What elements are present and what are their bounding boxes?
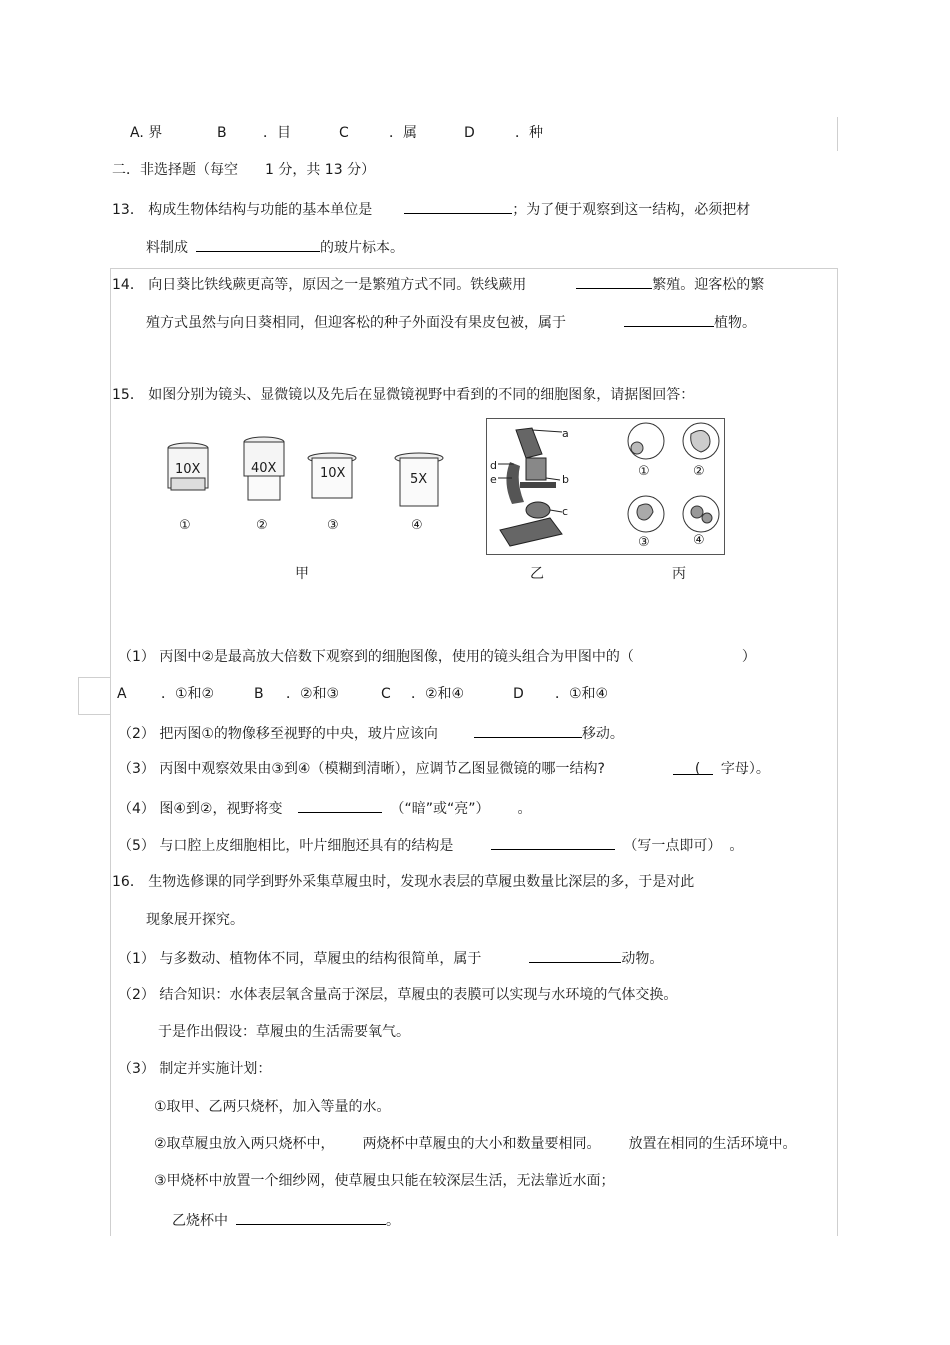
q16-stem-2: 现象展开探究。 <box>146 912 244 928</box>
q15-s3 <box>118 759 770 779</box>
cell-1-num: ① <box>638 464 650 479</box>
cell-1-icon <box>628 423 664 459</box>
q16-s1-text: （1） 与多数动、植物体不同，草履虫的结构很简单，属于 <box>118 951 482 967</box>
q12-option-c-letter: C <box>339 125 349 141</box>
q14-text-c: 殖方式虽然与向日葵相同，但迎客松的种子外面没有果皮包被，属于 <box>146 315 566 331</box>
q16-step4 <box>172 1209 400 1229</box>
q15-s5 <box>118 834 743 854</box>
microscope-icon <box>490 422 600 550</box>
figure-label-bing: 丙 <box>672 566 686 582</box>
q16-s1-blank[interactable] <box>529 947 621 963</box>
q16-s1-post: 动物。 <box>621 951 664 967</box>
q15-s2-blank[interactable] <box>474 722 582 738</box>
q15-s1-text: （1） 丙图中②是最高放大倍数下观察到的细胞图像，使用的镜头组合为甲图中的（ <box>118 649 634 665</box>
lens-4-num: ④ <box>411 518 423 533</box>
cell-3-num: ③ <box>638 535 650 550</box>
q15-s4-text: （4） 图④到②，视野将变 <box>118 801 283 817</box>
cell-images <box>615 420 723 552</box>
lens-1-label: 10X <box>175 462 201 477</box>
q15-s1-option-b: ．②和③ <box>286 686 340 702</box>
microscope-label-b: b <box>562 473 569 486</box>
lens-figure <box>160 436 450 546</box>
figure-label-yi: 乙 <box>530 566 544 582</box>
q15-s2 <box>118 722 624 742</box>
q15-s4-post: （“暗”或“亮”） <box>390 801 490 817</box>
frame-notch-top <box>78 677 111 678</box>
q13-text-a: 13． 构成生物体结构与功能的基本单位是 <box>112 202 373 218</box>
lens-2-label: 40X <box>251 461 277 476</box>
q16-step1: ①取甲、乙两只烧杯，加入等量的水。 <box>154 1099 391 1115</box>
q16-s1 <box>118 947 663 967</box>
q16-stem-1: 16． 生物选修课的同学到野外采集草履虫时，发现水表层的草履虫数量比深层的多，于是对此 <box>112 874 695 890</box>
q15-s1-option-c-letter: C <box>381 686 391 702</box>
q15-s1-option-d-letter: D <box>513 686 524 702</box>
lens-1-num: ① <box>179 518 191 533</box>
q14-text-d: 植物。 <box>714 315 756 331</box>
q13-line2 <box>146 236 404 256</box>
q16-s3-title: （3） 制定并实施计划： <box>118 1061 272 1077</box>
frame-right-top <box>837 117 838 151</box>
q12-option-a: A. 界 <box>130 125 163 141</box>
q13-line1 <box>112 198 750 218</box>
q15-s4-end: 。 <box>517 801 532 817</box>
q14-text-b: 繁殖。迎客松的繁 <box>652 277 765 293</box>
microscope-label-e: e <box>490 473 497 486</box>
q15-s2-text: （2） 把丙图①的物像移至视野的中央，玻片应该向 <box>118 726 438 742</box>
q13-text-c: 料制成 <box>146 240 188 256</box>
q14-blank-2[interactable] <box>624 311 714 327</box>
cell-2-icon <box>683 423 719 459</box>
q13-blank-1[interactable] <box>404 198 512 214</box>
figure-label-jia: 甲 <box>295 566 309 582</box>
q15-s1-option-d: ．①和④ <box>555 686 609 702</box>
q16-step3: ③甲烧杯中放置一个细纱网，使草履虫只能在较深层生活，无法靠近水面； <box>154 1173 615 1189</box>
q15-s4 <box>118 797 531 817</box>
q15-s1-close: ） <box>741 649 756 665</box>
q12-option-d: ．种 <box>515 125 543 141</box>
cell-3-icon <box>628 496 664 532</box>
q15-stem: 15． 如图分别为镜头、显微镜以及先后在显微镜视野中看到的不同的细胞图象，请据图回答： <box>112 387 695 403</box>
q15-s2-post: 移动。 <box>581 726 624 742</box>
q15-s3-post: 字母）。 <box>720 761 770 777</box>
q16-s2-line2: 于是作出假设：草履虫的生活需要氧气。 <box>158 1024 410 1040</box>
q13-blank-2[interactable] <box>196 236 320 252</box>
q16-step4-blank[interactable] <box>236 1209 386 1225</box>
q15-s5-post: （写一点即可） <box>623 838 722 854</box>
frame-notch-bottom <box>78 714 111 715</box>
q15-s1-option-b-letter: B <box>254 686 264 702</box>
lens-3-label: 10X <box>320 466 346 481</box>
q16-step4-text: 乙烧杯中 <box>172 1213 228 1229</box>
q13-text-b: ；为了便于观察到这一结构，必须把材 <box>512 202 751 218</box>
lens-4-label: 5X <box>410 472 428 487</box>
q16-step4-end: 。 <box>386 1213 400 1229</box>
frame-notch-left <box>78 677 79 715</box>
section2-title: 二．非选择题（每空 <box>112 162 238 178</box>
q15-s5-blank[interactable] <box>491 834 615 850</box>
q15-s5-end: 。 <box>729 838 744 854</box>
frame-top <box>110 268 838 269</box>
q16-step2-a: ②取草履虫放入两只烧杯中， <box>154 1136 335 1152</box>
microscope-label-c: c <box>562 505 569 518</box>
q14-blank-1[interactable] <box>576 273 652 289</box>
q15-s5-text: （5） 与口腔上皮细胞相比，叶片细胞还具有的结构是 <box>118 838 454 854</box>
q14-line2 <box>146 311 756 331</box>
q15-s1-option-a-letter: A <box>117 686 127 702</box>
q13-text-d: 的玻片标本。 <box>320 240 404 256</box>
q12-option-b-letter: B <box>217 125 227 141</box>
q14-text-a: 14． 向日葵比铁线蕨更高等，原因之一是繁殖方式不同。铁线蕨用 <box>112 277 527 293</box>
q15-s3-text: （3） 丙图中观察效果由③到④（模糊到清晰），应调节乙图显微镜的哪一结构? <box>118 761 605 777</box>
microscope-label-d: d <box>490 459 497 472</box>
q15-s1 <box>118 647 756 667</box>
q12-option-c: ．属 <box>389 125 417 141</box>
q16-step2 <box>154 1134 797 1154</box>
q15-s3-paren: ( <box>694 761 701 777</box>
frame-left <box>110 268 111 1236</box>
frame-right <box>837 268 838 1236</box>
cell-4-icon <box>683 496 719 532</box>
section2-score: 1 分，共 13 分） <box>265 162 376 178</box>
cell-4-num: ④ <box>693 533 705 548</box>
q12-option-b: ．目 <box>263 125 291 141</box>
lens-3-num: ③ <box>327 518 339 533</box>
q12-option-d-letter: D <box>464 125 475 141</box>
cell-2-num: ② <box>693 464 705 479</box>
q16-step2-b: 两烧杯中草履虫的大小和数量要相同。 <box>362 1136 601 1152</box>
q15-s3-blank[interactable] <box>673 759 713 775</box>
q16-step2-c: 放置在相同的生活环境中。 <box>628 1136 797 1152</box>
q15-s1-option-c: ．②和④ <box>411 686 465 702</box>
q15-s1-option-a: ．①和② <box>161 686 215 702</box>
lens-2-num: ② <box>256 518 268 533</box>
q14-line1 <box>112 273 764 293</box>
q15-s4-blank[interactable] <box>298 797 382 813</box>
q16-s2-line1: （2） 结合知识：水体表层氧含量高于深层，草履虫的表膜可以实现与水环境的气体交换。 <box>118 987 678 1003</box>
microscope-label-a: a <box>562 427 569 440</box>
